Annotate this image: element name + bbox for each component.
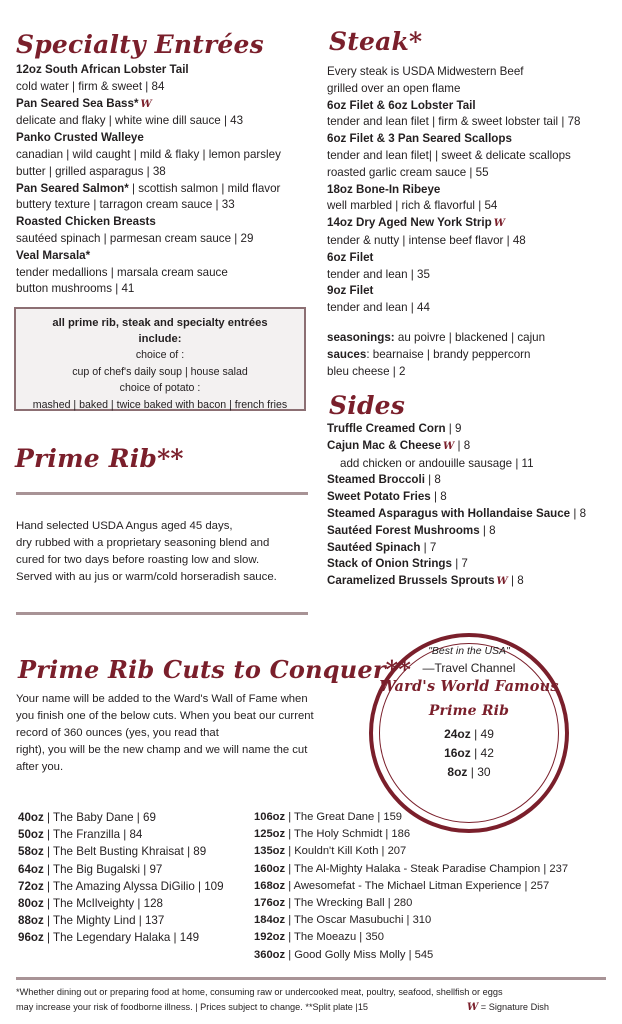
cut-name: | The Belt Busting Khraisat | 89 — [43, 845, 207, 859]
cuts-title: Prime Rib Cuts to Conquer** — [18, 655, 412, 684]
specialty-item-desc: butter | grilled asparagus | 38 — [16, 164, 166, 178]
cut-name: | The Baby Dane | 69 — [43, 811, 156, 824]
cut-name: | The Wrecking Ball | 280 — [285, 897, 413, 910]
badge-prices — [373, 725, 565, 782]
cut-name: | The Amazing Alyssa DiGilio | 109 — [43, 879, 224, 893]
specialty-list — [16, 62, 281, 298]
includes-title: all prime rib, steak and specialty entrées include: — [52, 317, 268, 345]
cut-row — [254, 878, 568, 895]
cut-name: | Awesomefat - The Michael Litman Experience | 257 — [285, 879, 550, 892]
side-name: Sautéed Spinach — [327, 540, 421, 554]
cut-row — [254, 861, 568, 878]
cut-oz: 168oz — [254, 879, 286, 892]
cut-name: | The Holy Schmidt | 186 — [285, 828, 411, 841]
steak-item-name: 6oz Filet & 3 Pan Seared Scallops — [327, 132, 512, 146]
steak-item-name: 6oz Filet — [327, 250, 374, 264]
cut-name: | Good Golly Miss Molly | 545 — [285, 948, 434, 961]
cut-row — [18, 809, 224, 826]
steak-item-desc: tender and lean | 35 — [327, 267, 430, 281]
cut-oz: 135oz — [254, 845, 286, 858]
steak-title: Steak* — [329, 27, 423, 56]
side-name: Cajun Mac & Cheese — [327, 438, 442, 452]
badge-oz: 16oz — [444, 746, 471, 760]
badge-subtitle: Prime Rib — [428, 703, 510, 719]
steak-item-desc: tender and lean filet | firm & sweet lobster tail | 78 — [327, 115, 581, 129]
footer-line-2: may increase your risk of foodborne illness. | Prices subject to change. **Split plate |15 — [16, 1002, 369, 1012]
cut-oz: 72oz — [18, 879, 44, 893]
steak-item-desc: roasted garlic cream sauce | 55 — [327, 165, 489, 179]
cut-row — [18, 861, 224, 878]
prime-rib-desc-line: dry rubbed with a proprietary seasoning blend and — [16, 537, 270, 549]
steak-item-name: 6oz Filet & 6oz Lobster Tail — [327, 98, 476, 112]
side-price: | 8 — [424, 473, 441, 487]
side-price: | 8 — [479, 523, 496, 537]
badge-oz: 8oz — [447, 765, 468, 779]
steak-list — [327, 64, 580, 317]
cut-row — [18, 826, 224, 843]
signature-icon: W — [443, 440, 455, 452]
specialty-item-name: Veal Marsala* — [16, 248, 91, 262]
cut-oz: 192oz — [254, 931, 286, 944]
includes-potato-title: choice of potato : — [119, 382, 201, 394]
side-name: Steamed Asparagus with Hollandaise Sauce — [327, 506, 571, 520]
cut-row — [254, 809, 568, 826]
steak-intro: Every steak is USDA Midwestern Beef — [327, 65, 524, 78]
sides-list — [327, 421, 586, 591]
side-price: | 7 — [451, 557, 468, 571]
specialty-item-desc: canadian | wild caught | mild & flaky | lemon parsley — [16, 147, 281, 161]
cuts-desc — [16, 691, 314, 776]
specialty-item-name: Pan Seared Sea Bass* — [16, 96, 139, 110]
side-price: | 8 — [570, 506, 587, 520]
specialty-item-desc: sautéed spinach | parmesan cream sauce | 29 — [16, 231, 254, 245]
badge-source: —Travel Channel — [422, 661, 516, 675]
cut-name: | The Al-Mighty Halaka - Steak Paradise Champion | 237 — [285, 862, 569, 875]
cut-name: | The Franzilla | 84 — [43, 828, 143, 842]
specialty-item-desc: cold water | firm & sweet | 84 — [16, 79, 165, 93]
sauces-list-2: bleu cheese | 2 — [327, 364, 406, 378]
sides-title: Sides — [329, 391, 406, 420]
signature-icon: W — [467, 1002, 479, 1013]
steak-intro: grilled over an open flame — [327, 81, 461, 95]
cut-row — [254, 912, 568, 929]
side-name: Truffle Creamed Corn — [327, 422, 446, 435]
side-name: Caramelized Brussels Sprouts — [327, 574, 495, 588]
seasonings-label: seasonings: — [327, 331, 395, 344]
side-price: | 8 — [454, 438, 471, 452]
cut-name: | Kouldn't Kill Koth | 207 — [285, 845, 407, 858]
signature-icon: W — [496, 576, 508, 588]
cut-name: | The McIlveighty | 128 — [43, 897, 164, 911]
footer-divider — [16, 977, 606, 980]
cut-oz: 360oz — [254, 948, 286, 961]
cut-oz: 184oz — [254, 914, 286, 927]
cuts-desc-line: right), you will be the new champ and we will name the cut — [16, 744, 308, 756]
cut-row — [254, 895, 568, 912]
side-price: | 9 — [445, 422, 462, 435]
includes-box — [14, 307, 306, 411]
cut-oz: 88oz — [18, 914, 44, 928]
specialty-item-name: Pan Seared Salmon* — [16, 181, 129, 195]
cut-row — [254, 843, 568, 860]
cut-row — [18, 929, 224, 946]
cut-row — [18, 843, 224, 860]
cut-oz: 50oz — [18, 828, 44, 842]
cut-oz: 125oz — [254, 828, 286, 841]
badge-price: | 42 — [470, 746, 494, 760]
cut-oz: 80oz — [18, 897, 44, 911]
cuts-list-left — [18, 809, 224, 947]
sauces-list: : bearnaise | brandy peppercorn — [366, 347, 531, 361]
seasonings-list: au poivre | blackened | cajun — [394, 331, 546, 344]
cut-name: | The Oscar Masubuchi | 310 — [285, 914, 432, 927]
side-price: | 8 — [507, 574, 524, 588]
side-addon: add chicken or andouille sausage | 11 — [340, 456, 534, 470]
ward-famous-badge — [369, 633, 569, 833]
badge-oz: 24oz — [444, 727, 471, 741]
cut-row — [18, 878, 224, 895]
badge-quote: "Best in the USA" — [428, 645, 510, 657]
steak-item-desc: tender and lean filet| | sweet & delicate scallops — [327, 148, 571, 162]
cut-row — [254, 947, 568, 964]
cut-oz: 106oz — [254, 811, 286, 823]
specialty-item-desc: delicate and flaky | white wine dill sauce | 43 — [16, 114, 244, 128]
cut-name: | The Legendary Halaka | 149 — [43, 931, 200, 945]
signature-icon: W — [493, 218, 505, 230]
steak-item-name: 18oz Bone-In Ribeye — [327, 182, 441, 196]
steak-item-name: 9oz Filet — [327, 284, 374, 298]
prime-rib-desc-line: cured for two days before roasting low and slow. — [16, 554, 260, 566]
specialty-item-name: Panko Crusted Walleye — [16, 131, 144, 145]
cuts-desc-line: you finish one of the below cuts. When you beat our current — [16, 710, 314, 722]
cut-oz: 64oz — [18, 862, 44, 876]
side-name: Sautéed Forest Mushrooms — [327, 523, 480, 537]
cuts-desc-line: after you. — [16, 761, 64, 773]
cut-row — [254, 826, 568, 843]
includes-choice-of: choice of : — [135, 349, 185, 361]
side-name: Steamed Broccoli — [327, 473, 425, 487]
footer-line-1: *Whether dining out or preparing food at home, consuming raw or undercooked meat, poultry, seafood, shellfish or eggs — [16, 987, 503, 997]
cut-name: | The Great Dane | 159 — [285, 811, 403, 823]
cut-oz: 40oz — [18, 811, 44, 824]
side-price: | 8 — [430, 490, 447, 504]
cut-name: | The Moeazu | 350 — [285, 931, 384, 944]
cut-row — [254, 929, 568, 946]
footer — [16, 985, 549, 1015]
side-name: Stack of Onion Strings — [327, 557, 452, 571]
badge-price: | 49 — [470, 727, 494, 741]
cut-oz: 58oz — [18, 845, 44, 859]
divider — [16, 612, 308, 615]
signature-icon: W — [140, 98, 152, 110]
steak-item-desc: tender and lean | 44 — [327, 301, 430, 315]
cut-oz: 176oz — [254, 897, 286, 910]
specialty-item-inline: | scottish salmon | mild flavor — [128, 181, 281, 195]
includes-potatoes: mashed | baked | twice baked with bacon | french fries — [32, 398, 288, 411]
cut-name: | The Mighty Lind | 137 — [43, 914, 165, 928]
includes-soup-salad: cup of chef's daily soup | house salad — [72, 365, 248, 378]
cut-row — [18, 912, 224, 929]
divider — [16, 492, 308, 495]
signature-legend: = Signature Dish — [478, 1002, 549, 1012]
badge-title: Ward's World Famous — [379, 678, 559, 695]
prime-rib-title: Prime Rib** — [15, 444, 184, 473]
cut-row — [18, 895, 224, 912]
specialty-item-desc: button mushrooms | 41 — [16, 282, 135, 296]
cut-name: | The Big Bugalski | 97 — [43, 862, 163, 876]
specialty-item-desc: tender medallions | marsala cream sauce — [16, 265, 228, 279]
cut-oz: 160oz — [254, 862, 286, 875]
prime-rib-desc-line: Hand selected USDA Angus aged 45 days, — [16, 520, 233, 532]
cuts-list-right — [254, 809, 568, 964]
sauces-label: sauces — [327, 347, 367, 361]
badge-price: | 30 — [467, 765, 491, 779]
prime-rib-desc-line: Served with au jus or warm/cold horseradish sauce. — [16, 571, 277, 583]
specialty-item-name: 12oz South African Lobster Tail — [16, 63, 189, 76]
side-name: Sweet Potato Fries — [327, 490, 431, 504]
specialty-title: Specialty Entrées — [16, 30, 264, 59]
steak-item-name: 14oz Dry Aged New York Strip — [327, 216, 492, 230]
prime-rib-desc — [16, 518, 277, 586]
cut-oz: 96oz — [18, 931, 44, 945]
cuts-desc-line: record of 360 ounces (yes, you read that — [16, 727, 219, 739]
cuts-desc-line: Your name will be added to the Ward's Wall of Fame when — [16, 693, 308, 705]
steak-item-desc: well marbled | rich & flavorful | 54 — [327, 199, 498, 213]
steak-item-desc: tender & nutty | intense beef flavor | 48 — [327, 233, 526, 247]
specialty-item-desc: buttery texture | tarragon cream sauce | 33 — [16, 198, 235, 212]
steak-options — [327, 330, 545, 380]
side-price: | 7 — [420, 540, 437, 554]
specialty-item-name: Roasted Chicken Breasts — [16, 215, 156, 229]
